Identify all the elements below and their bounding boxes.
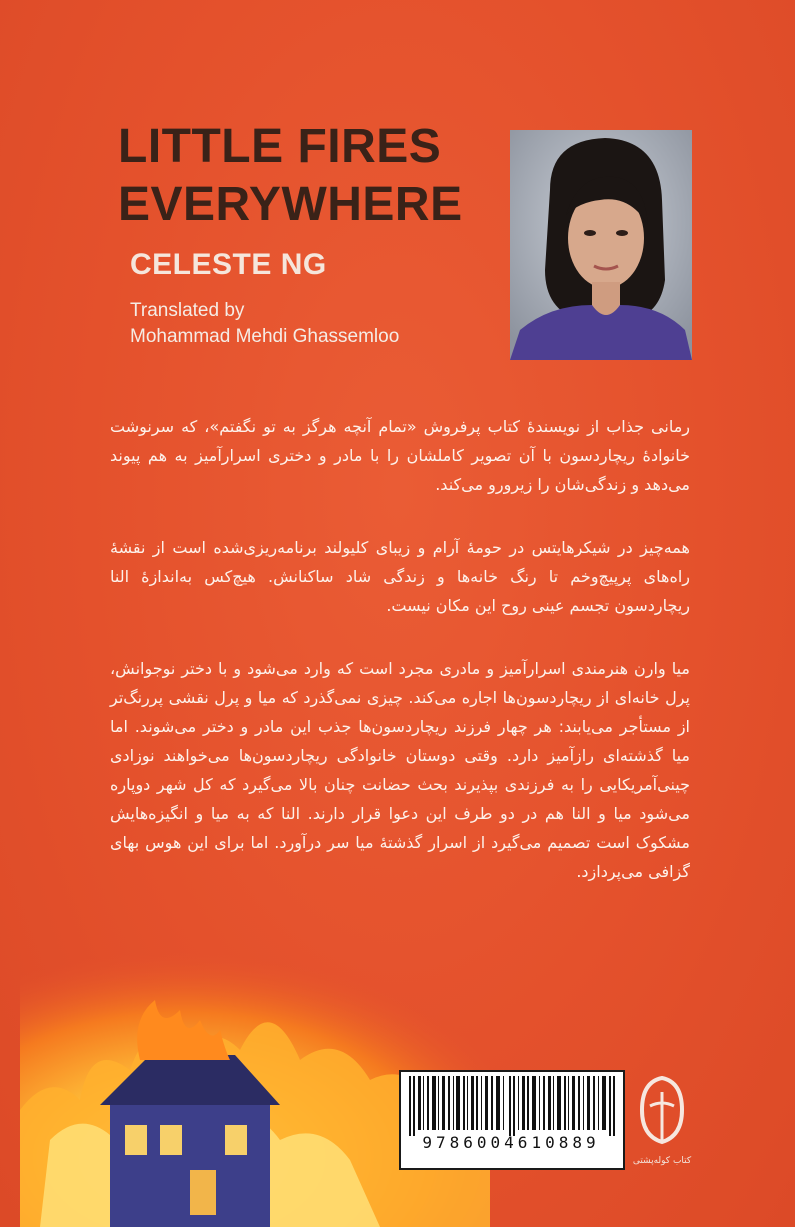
description-paragraph-2: همه‌چیز در شیکرهایتس در حومۀ آرام و زیبای کلیولند برنامه‌ریزی‌شده است از نقشۀ راه‌های پرپیچ‌وخم تا رنگ خانه‌ها و زندگی شاد ساکنانش. هیچ‌کس به‌اندازۀ النا ریچاردسون تجسم عینی روح این مکان نیست. xyxy=(110,538,690,615)
book-title xyxy=(118,118,508,234)
publisher-name: کتاب کوله‌پشتی xyxy=(632,1156,692,1166)
publisher-logo xyxy=(634,1072,690,1152)
backpack-book-icon xyxy=(634,1072,690,1152)
isbn-barcode xyxy=(399,1070,625,1170)
title-line-1: LITTLE FIRES xyxy=(118,120,442,173)
translator-credit xyxy=(130,298,399,350)
barcode-icon xyxy=(403,1076,621,1138)
author-portrait-icon xyxy=(510,130,692,360)
title-line-2: EVERYWHERE xyxy=(118,178,463,231)
author-photo xyxy=(510,130,692,360)
translator-name: Mohammad Mehdi Ghassemloo xyxy=(130,326,400,347)
translated-by-label: Translated by xyxy=(130,300,245,321)
description-paragraph-3: میا وارن هنرمندی اسرارآمیز و مادری مجرد است که وارد می‌شود و با دختر نوجوانش، پرل خانه‌ای از ریچاردسون‌ها اجاره می‌کند. چیزی نمی‌گذرد که میا و پرل نقشی پررنگ‌تر از مستأجر می‌یابند: هر چهار فرزند ریچاردسون‌ها جذب این مادر و دختر می‌شوند. اما میا گذشته‌ای رازآمیز دارد. وقتی دوستان خانوادگی ریچاردسون‌ها می‌خواهند نوزادی چینی‌آمریکایی را به فرزندی بپذیرند بحث حضانت چنان بالا می‌گیرد که کل شهر دوپاره می‌شود میا و النا هم در دو طرف این دعوا قرار دارند. النا که به میا و انگیزه‌هایش مشکوک است تصمیم می‌گیرد از اسرار گذشتۀ میا سر درآورد. اما برای این هوس بهای گزافی می‌پردازد. xyxy=(110,659,690,881)
author-name: CELESTE NG xyxy=(130,248,327,281)
isbn-number: 9786004610889 xyxy=(422,1133,600,1152)
book-description xyxy=(110,412,690,920)
description-paragraph-1: رمانی جذاب از نویسندۀ کتاب پرفروش «تمام آنچه هرگز به تو نگفتم»، که سرنوشت خانوادۀ ریچاردسون با آن تصویر کاملشان را با مادر و دختری اسرارآمیز به هم پیوند می‌دهد و زندگی‌شان را زیرورو می‌کند. xyxy=(110,417,690,494)
